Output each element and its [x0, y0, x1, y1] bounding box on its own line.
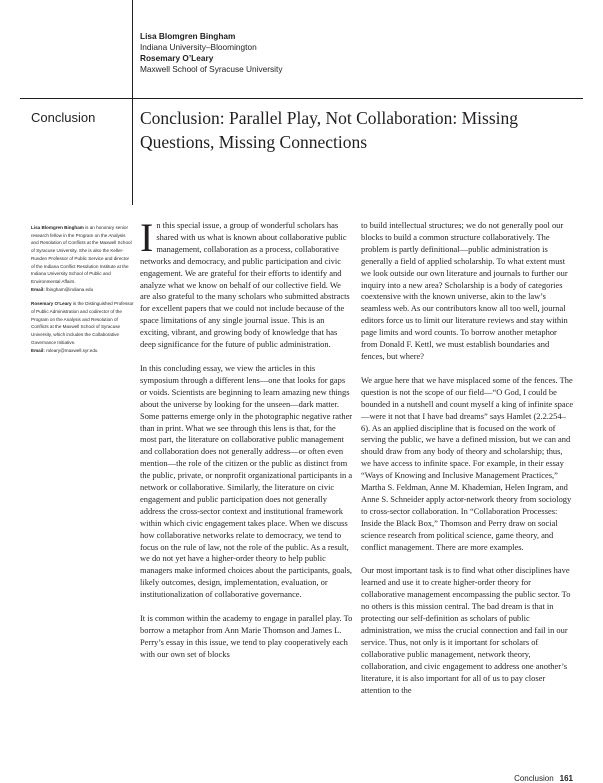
article-title: Conclusion: Parallel Play, Not Collaboration: Missing Questions, Missing Connections — [140, 108, 519, 152]
bio-email[interactable]: lbingham@indiana.edu — [46, 286, 94, 292]
header-vertical-rule — [132, 0, 133, 205]
bio-email-label: Email: — [31, 286, 45, 292]
body-paragraph: to build intellectual structures; we do not generally pool our blocks to build a common structure collaboratively. The problem is partly definitional—public administration is generally a field of applied scholarship. To what extent must we look outside our own literature and journals to further our inquiry into a new area? Scholarship is a body of categories coextensive with the known universe, akin to the law’s seamless web. As our contributors know all too well, journal editors force us to limit our literature reviews and stay within page limits and word counts. To borrow another metaphor from Donald F. Kettl, we must establish boundaries and fences, but where? — [361, 220, 568, 361]
author-affiliation: Indiana University–Bloomington — [140, 42, 257, 52]
author-affiliation: Maxwell School of Syracuse University — [140, 64, 283, 74]
section-label: Conclusion — [31, 110, 96, 125]
author-name: Lisa Blomgren Bingham — [140, 31, 236, 41]
page-footer — [514, 774, 573, 783]
footer-label: Conclusion — [514, 774, 554, 783]
author-block — [140, 31, 282, 75]
header-horizontal-rule — [20, 98, 583, 99]
body-paragraph: We argue here that we have misplaced some of the fences. The question is not the scope of our field—“O God, I could be bounded in a nutshell and count myself a king of infinite space—were it not that I have bad dreams” says Hamlet (2.2.254–6). As an applied discipline that is focused on the work of serving the public, we have a defined mission, but we can and should draw from any body of theory and scholarship; thus, we have access to infinite space. For example, in their essay “Ways of Knowing and Inclusive Management Practices,” Martha S. Feldman, Anne M. Khademian, Helen Ingram, and Anne S. Schneider apply actor-network theory from sociology to cross-sector collaboration. In “Collaboration Processes: Inside the Black Box,” Thomson and Perry draw on social science research from political science, game theory, and conflict management. There are more examples. — [361, 374, 574, 552]
author-bio — [31, 300, 134, 354]
body-column-right — [361, 220, 574, 708]
author-bios — [31, 224, 134, 361]
bio-text: is the Distinguished Professor of Public Administration and codirector of the Program on the Analysis and Resolution of Conflicts at the Maxwell School of Syracuse University, which includes the Collaborative Governance Initiative. — [31, 301, 134, 345]
author-name: Rosemary O’Leary — [140, 53, 214, 63]
bio-text: is an honorary senior research fellow in the Program on the Analysis and Resolution of Conflicts at the Maxwell School of Syracuse University. She is also the Keller-Runden Professor of Public Service and director of the Indiana Conflict Resolution Institute at the Indiana University School of Public and Environmental Affairs. — [31, 225, 132, 284]
body-paragraph: In this concluding essay, we view the articles in this symposium through a different lens—one that looks for gaps or voids. Scientists are beginning to learn amazing new things about the universe by looking for the unseen—dark matter. Some patterns emerge only in the photographic negative rather than in print. What we see through this lens is that, for the most part, the literature on collaborative public management and collaboration does not generally address—or often even mention—the role of the citizen or the public as distinct from the public, private, or nonprofit organizational participants in a network or collaborative. Similarly, the literature on civic engagement and public participation does not generally address the cross-sector context and institutional framework within which civic engagement takes place. When we discuss how collaborative networks relate to democracy, we tend to focus on the rule of law, not the role of the public. As a result, we do not yet have a higher-order theory to help public managers make informed choices about the participants, goals, likely outcomes, design, implementation, evaluation, or institutionalization of collaborative governance. — [140, 362, 353, 600]
bio-name: Lisa Blomgren Bingham — [31, 225, 84, 230]
body-paragraph: It is common within the academy to engage in parallel play. To borrow a metaphor from Ann Marie Thomson and James L. Perry’s essay in this issue, we tend to play cooperatively each with our own set of blocks — [140, 613, 353, 659]
page-number: 161 — [559, 774, 573, 783]
bio-email[interactable]: roleary@maxwell.syr.edu — [46, 347, 98, 353]
body-column-left — [140, 215, 353, 673]
author-bio — [31, 224, 134, 293]
bio-email-label: Email: — [31, 347, 45, 353]
body-paragraph: Our most important task is to find what other disciplines have learned and use it to create higher-order theory for collaborative management encompassing the public sector. To no others is this mission central. The bad dream is that in protecting our self-definition as scholars of public administration, we miss the crucial connection and fail in our service. Thus, not only is it important for scholars of collaborative public management, network theory, collaboration, and civic engagement to address one another’s literature, it is also important for all of us to pay closer attention to the — [361, 565, 571, 695]
bio-name: Rosemary O’Leary — [31, 301, 72, 307]
body-paragraph: In this special issue, a group of wonderful scholars has shared with us what is known about collaborative public management, collaboration as a process, collaborative networks and democracy, and public participation and civic engagement. We are grateful for their efforts to identify and analyze what we know on behalf of our collective field. We are also grateful to the many scholars who submitted abstracts for excellent papers that we could not include because of the space limitations of any single journal issue. This is an exciting, vibrant, and growing body of knowledge that has deep significance for the future of public administration. — [140, 215, 350, 350]
